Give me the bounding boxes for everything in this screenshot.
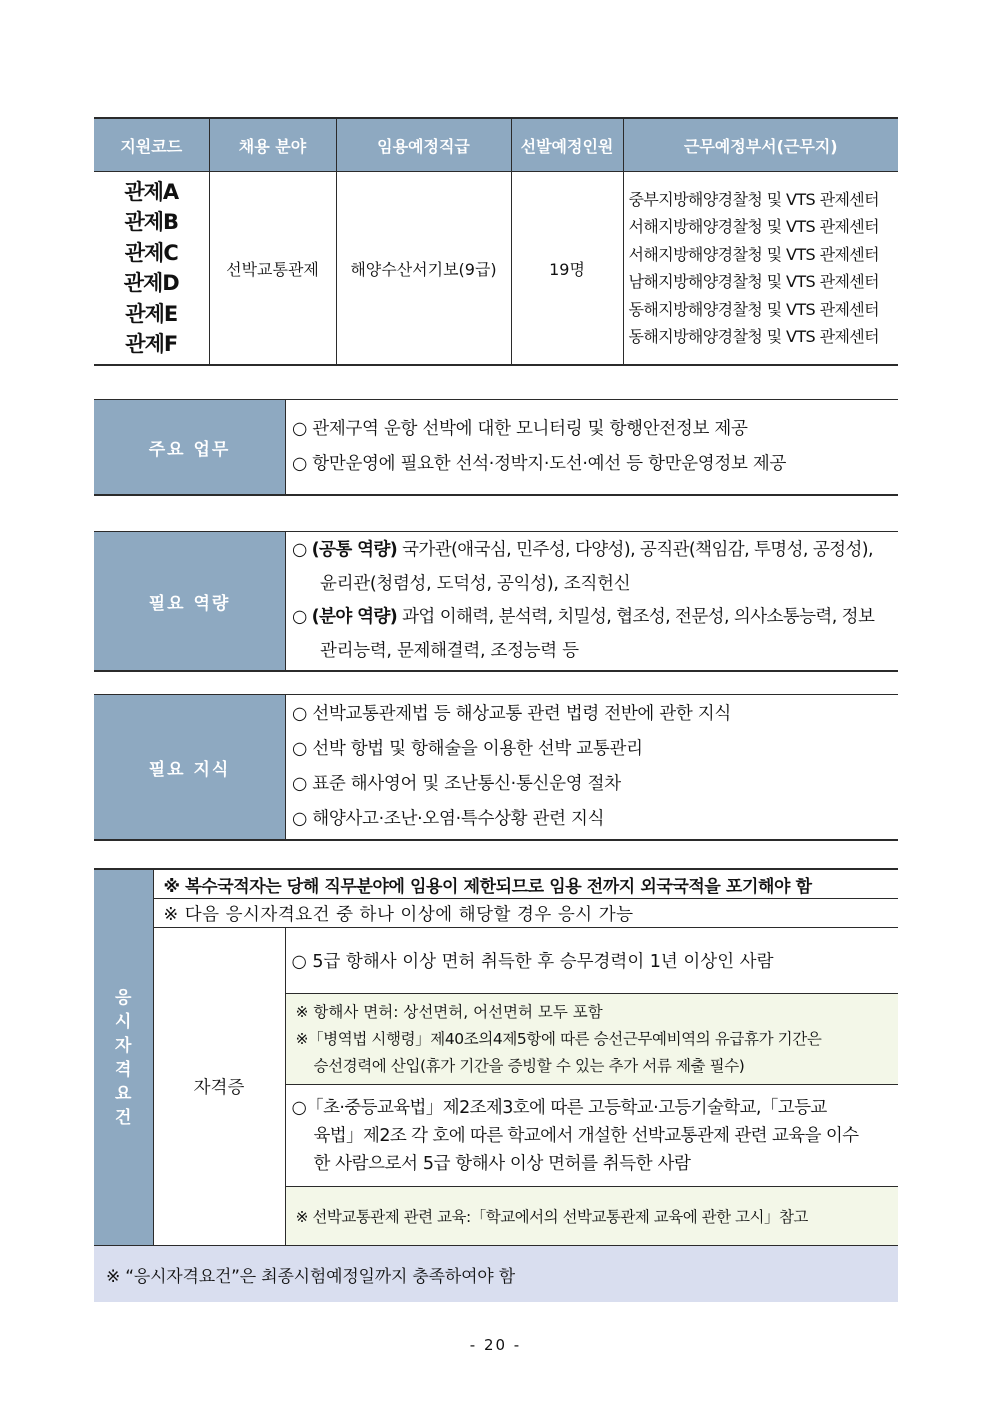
- field-cell: 선박교통관제: [209, 172, 336, 366]
- department-item: 중부지방해양경찰청 및 VTS 관제센터: [628, 189, 880, 209]
- note-line: ※「병역법 시행령」제40조의4제5항에 따른 승선근무예비역의 유급휴가 기간은: [295, 1029, 822, 1048]
- bullet: ○: [292, 540, 312, 560]
- department-item: 동해지방해양경찰청 및 VTS 관제센터: [628, 299, 880, 319]
- common-competency: [292, 534, 892, 568]
- header-count: 선발예정인원: [511, 118, 623, 172]
- department-item: 남해지방해양경찰청 및 VTS 관제센터: [628, 272, 880, 291]
- certificate-label: 자격증: [153, 928, 285, 1246]
- qualification-table: [94, 868, 898, 1302]
- header-department: 근무예정부서(근무지): [623, 118, 898, 172]
- qualification-label: [94, 869, 153, 1246]
- common-competency-cont: 윤리관(청렴성, 도덕성, 공익성), 조직헌신: [320, 573, 631, 594]
- count-cell: 19명: [511, 172, 623, 366]
- qualification-note-2: ※ 선박교통관제 관련 교육:「학교에서의 선박교통관제 교육에 관한 고시」참고: [285, 1187, 898, 1246]
- knowledge-table: [94, 694, 898, 841]
- field-competency-title: (분야 역량): [311, 607, 398, 627]
- recruitment-row: [94, 172, 898, 366]
- eligibility-notice: ※ 다음 응시자격요건 중 하나 이상에 해당할 경우 응시 가능: [153, 899, 898, 928]
- recruitment-header-row: [94, 118, 898, 172]
- code-item: 관제F: [125, 332, 178, 356]
- field-competency-cont: 관리능력, 문제해결력, 조정능력 등: [320, 640, 579, 661]
- label-char: 격: [115, 1059, 132, 1080]
- code-item: 관제E: [125, 301, 178, 326]
- code-item: 관제B: [124, 210, 179, 234]
- bullet: ○: [292, 607, 312, 627]
- duties-label: 주요 업무: [94, 400, 286, 496]
- qualification-note-1: [285, 994, 898, 1085]
- knowledge-content: [286, 695, 899, 841]
- qualification-line: ○「초·중등교육법」제2조제3호에 따른 고등학교·고등기술학교,「고등교: [291, 1097, 827, 1118]
- qualification-footer: ※ “응시자격요건”은 최종시험예정일까지 충족하여야 함: [94, 1246, 898, 1303]
- note-line: 승선경력에 산입(휴가 기간을 증빙할 수 있는 추가 서류 제출 필수): [313, 1056, 745, 1075]
- common-competency-title: (공통 역량): [311, 540, 398, 560]
- duty-item: ○ 항만운영에 필요한 선석·정박지·도선·예선 등 항만운영정보 제공: [292, 454, 787, 474]
- duty-item: ○ 관제구역 운항 선박에 대한 모니터링 및 항행안전정보 제공: [292, 419, 748, 439]
- competency-content: [286, 532, 899, 672]
- duties-table: [94, 399, 898, 496]
- label-char: 응: [115, 987, 132, 1008]
- recruitment-table: [94, 117, 898, 366]
- header-grade: 임용예정직급: [336, 118, 511, 172]
- field-competency-text: 과업 이해력, 분석력, 치밀성, 협조성, 전문성, 의사소통능력, 정보: [397, 607, 875, 627]
- label-char: 건: [115, 1107, 132, 1128]
- competency-label: 필요 역량: [94, 532, 286, 672]
- dual-nationality-notice: ※ 복수국적자는 당해 직무분야에 임용이 제한되므로 임용 전까지 외국국적을 포기해야 함: [153, 869, 898, 899]
- code-item: 관제C: [124, 240, 178, 265]
- label-char: 시: [115, 1011, 132, 1032]
- header-field: 채용 분야: [209, 118, 336, 172]
- code-item: 관제A: [124, 179, 179, 204]
- qualification-line: 육법」제2조 각 호에 따른 학교에서 개설한 선박교통관제 관련 교육을 이수: [313, 1125, 859, 1146]
- code-list: [94, 172, 209, 366]
- knowledge-item: ○ 선박교통관제법 등 해상교통 관련 법령 전반에 관한 지식: [292, 704, 731, 724]
- label-char: 자: [115, 1035, 132, 1056]
- code-item: 관제D: [123, 271, 179, 295]
- note-line: ※ 항해사 면허: 상선면허, 어선면허 모두 포함: [295, 1002, 603, 1021]
- qualification-item-2: [285, 1085, 898, 1187]
- department-item: 서해지방해양경찰청 및 VTS 관제센터: [628, 217, 880, 236]
- qualification-item-1: ○ 5급 항해사 이상 면허 취득한 후 승무경력이 1년 이상인 사람: [285, 928, 898, 994]
- header-code: 지원코드: [94, 118, 209, 172]
- duties-content: [286, 400, 899, 496]
- label-char: 요: [115, 1083, 132, 1104]
- department-item: 서해지방해양경찰청 및 VTS 관제센터: [628, 244, 880, 264]
- qualification-line: 한 사람으로서 5급 항해사 이상 면허를 취득한 사람: [313, 1153, 691, 1174]
- common-competency-text: 국가관(애국심, 민주성, 다양성), 공직관(책임감, 투명성, 공정성),: [397, 540, 873, 560]
- department-list: [623, 172, 898, 366]
- competency-table: [94, 531, 898, 672]
- department-item: 동해지방해양경찰청 및 VTS 관제센터: [628, 327, 880, 346]
- knowledge-label: 필요 지식: [94, 695, 286, 841]
- knowledge-item: ○ 해양사고·조난·오염·특수상황 관련 지식: [292, 809, 605, 829]
- knowledge-item: ○ 선박 항법 및 항해술을 이용한 선박 교통관리: [292, 739, 643, 759]
- grade-cell: 해양수산서기보(9급): [336, 172, 511, 366]
- page-number: - 20 -: [469, 1336, 522, 1354]
- knowledge-item: ○ 표준 해사영어 및 조난통신·통신운영 절차: [292, 774, 621, 794]
- field-competency: [292, 601, 892, 635]
